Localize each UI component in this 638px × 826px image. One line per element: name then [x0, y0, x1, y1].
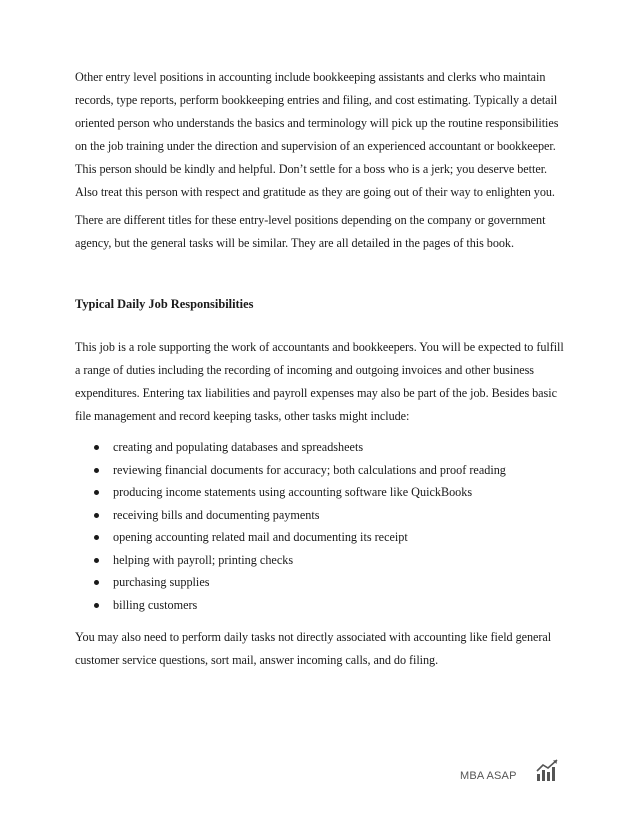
bullet-icon: [94, 558, 99, 563]
bullet-icon: [94, 490, 99, 495]
list-item-text: helping with payroll; printing checks: [113, 552, 294, 567]
list-item: [75, 436, 565, 459]
list-item-text: producing income statements using accounting software like QuickBooks: [113, 485, 473, 499]
bar-chart-growth-icon: [536, 758, 560, 782]
paragraph-daily-tasks: You may also need to perform daily tasks not directly associated with accounting like field general customer service questions, sort mail, answer incoming calls, and do filing.: [75, 630, 552, 667]
list-item: [75, 549, 565, 572]
list-item-text: creating and populating databases and spreadsheets: [113, 440, 364, 454]
bullet-icon: [94, 535, 99, 540]
list-item: [75, 504, 565, 527]
footer-brand: MBA ASAP: [460, 770, 517, 782]
list-item: [75, 459, 565, 482]
bullet-icon: [94, 580, 99, 585]
paragraph-titles: There are different titles for these entry-level positions depending on the company or government agency, but the general tasks will be similar. They are all detailed in the pages of this book.: [75, 213, 546, 250]
bullet-icon: [94, 603, 99, 608]
bullet-icon: [94, 513, 99, 518]
list-item: [75, 571, 565, 594]
paragraph-entry-level-positions: Other entry level positions in accounting include bookkeeping assistants and clerks who maintain records, type reports, perform bookkeeping entries and filing, and cost estimating. Typically a detail oriented person who understands the basics and terminology will pick up the routine responsibilities on the job training under the direction and supervision of an experienced accountant or bookkeeper. This person should be kindly and helpful. Don’t settle for a boss who is a jerk; you deserve better. Also treat this person with respect and gratitude as they are going out of their way to enlighten you.: [75, 70, 559, 199]
paragraph-role-support: This job is a role supporting the work of accountants and bookkeepers. You will be expected to fulfill a range of duties including the recording of incoming and outgoing invoices and other business expenditures. Entering tax liabilities and payroll expenses may also be part of the job. Besides basic file management and record keeping tasks, other tasks might include:: [75, 340, 564, 423]
list-item-text: billing customers: [113, 597, 198, 612]
page-content: [75, 66, 565, 672]
list-item: [75, 526, 565, 549]
section-heading: Typical Daily Job Responsibilities: [75, 297, 254, 311]
page-footer: [458, 758, 568, 788]
bullet-icon: [94, 468, 99, 473]
bullet-icon: [94, 445, 99, 450]
list-item-text: opening accounting related mail and documenting its receipt: [113, 530, 408, 544]
list-item: [75, 481, 565, 504]
list-item: [75, 594, 565, 617]
list-item-text: purchasing supplies: [113, 575, 210, 589]
list-item-text: reviewing financial documents for accuracy; both calculations and proof reading: [113, 462, 506, 477]
list-item-text: receiving bills and documenting payments: [113, 507, 320, 522]
task-list: [75, 436, 565, 616]
